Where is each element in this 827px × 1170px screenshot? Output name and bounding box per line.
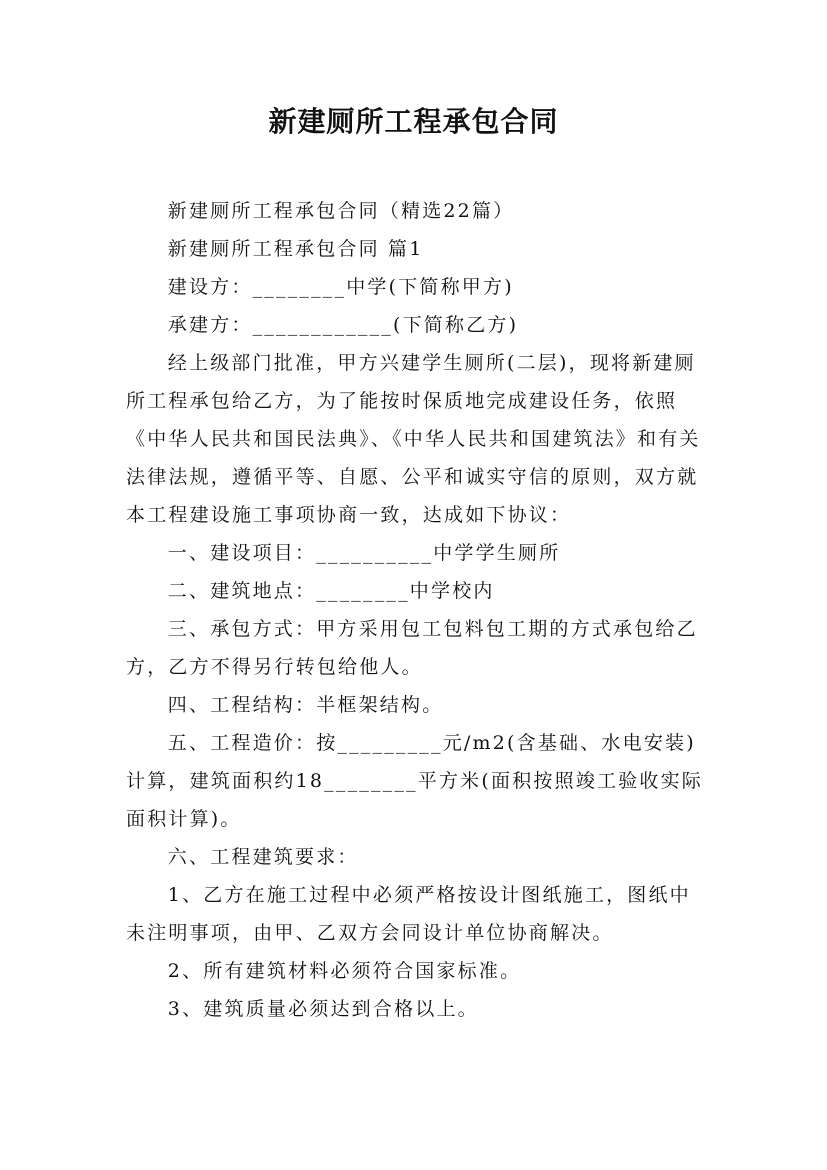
paragraph-clause-5: 五、工程造价：按_________元/m2(含基础、水电安装)计算，建筑面积约18________平方米(面积按照竣工验收实际面积计算)。 [126,732,703,830]
paragraph-clause-6: 六、工程建筑要求： [167,846,359,868]
paragraph-clause-4: 四、工程结构：半框架结构。 [167,694,444,716]
paragraph-clause-3: 三、承包方式：甲方采用包工包料包工期的方式承包给乙方，乙方不得另行转包给他人。 [126,618,698,678]
paragraph-requirement-2: 2、所有建筑材料必须符合国家标准。 [167,960,522,982]
paragraph-subtitle: 新建厕所工程承包合同（精选22篇） [167,200,515,222]
paragraph-party-a: 建设方：________中学(下简称甲方) [167,276,514,298]
paragraph-clause-1: 一、建设项目：__________中学学生厕所 [167,542,561,564]
document-title: 新建厕所工程承包合同 [268,105,559,138]
paragraph-party-b: 承建方：____________(下简称乙方) [167,314,519,336]
paragraph-requirement-1: 1、乙方在施工过程中必须严格按设计图纸施工，图纸中未注明事项，由甲、乙双方会同设计单位协商解决。 [126,884,691,944]
document-body [126,192,712,1028]
paragraph-preamble: 经上级部门批准，甲方兴建学生厕所(二层)，现将新建厕所工程承包给乙方，为了能按时保质地完成建设任务，依照《中华人民共和国民法典》、《中华人民共和国建筑法》和有关法律法规，遵循平等、自愿、公平和诚实守信的原则，双方就本工程建设施工事项协商一致，达成如下协议： [126,352,701,526]
paragraph-requirement-3: 3、建筑质量必须达到合格以上。 [167,998,479,1020]
paragraph-section-heading: 新建厕所工程承包合同 篇1 [167,238,424,260]
paragraph-clause-2: 二、建筑地点：________中学校内 [167,580,495,602]
